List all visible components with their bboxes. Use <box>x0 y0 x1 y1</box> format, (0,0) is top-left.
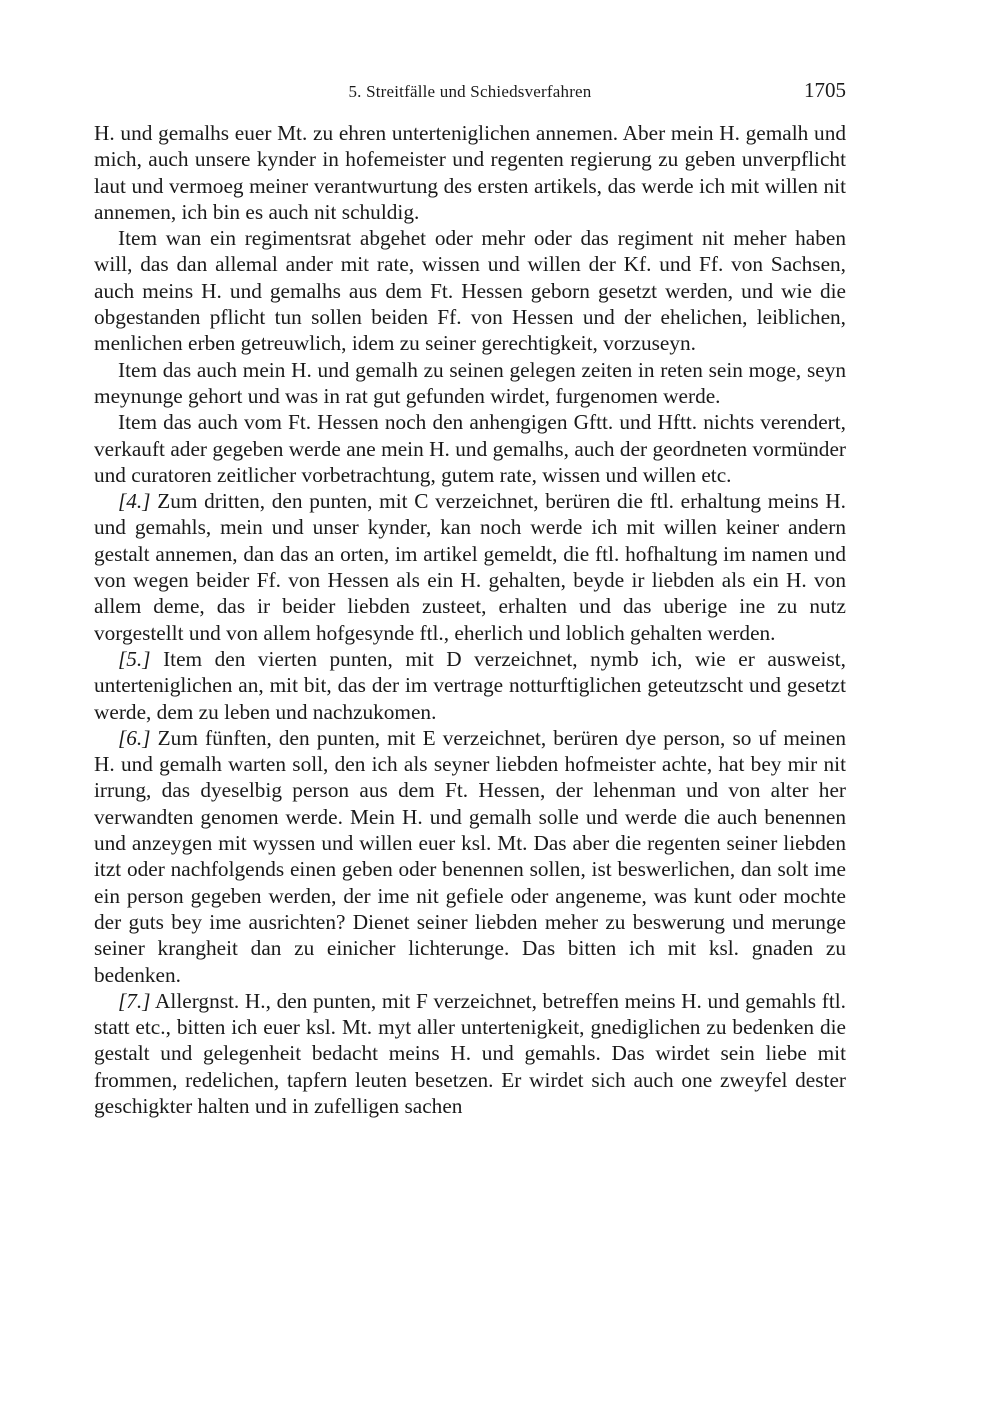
paragraph <box>94 409 846 488</box>
paragraph-text: Item das auch mein H. und gemalh zu seinen gelegen zeiten in reten sein moge, seyn meynunge gehort und was in rat gut gefunden wirdet, furgenomen werde. <box>94 357 846 408</box>
paragraph-text: Item wan ein regimentsrat abgehet oder mehr oder das regiment nit meher haben will, das dan allemal ander mit rate, wissen und willen der Kf. und Ff. von Sachsen, auch meins H. und gemalhs aus dem Ft. Hessen geborn gesetzt werden, und wie die obgestanden pflicht tun sollen beiden Ff. von Hessen und der ehelichen, leiblichen, menlichen erben getreuwlich, idem zu seiner gerechtigkeit, vorzuseyn. <box>94 226 846 356</box>
paragraph-text: H. und gemalhs euer Mt. zu ehren unterteniglichen annemen. Aber mein H. gemalh und mich, auch unsere kynder in hofemeister und regenten regierung zu geben unverpflicht laut und vermoeg meiner verantwurtung des ersten artikels, das werde ich mit willen nit annemen, ich bin es auch nit schuldig. <box>94 121 846 224</box>
paragraph <box>94 646 846 725</box>
section-title: 5. Streitfälle und Schiedsverfahren <box>348 82 592 101</box>
paragraph <box>94 988 846 1119</box>
running-head <box>94 78 846 106</box>
body-text <box>94 120 846 1119</box>
paragraph <box>94 488 846 646</box>
paragraph <box>94 725 846 988</box>
paragraph-text: Item das auch vom Ft. Hessen noch den anhengigen Gftt. und Hftt. nichts verendert, verkauft ader gegeben werde ane mein H. und gemalhs, auch der geordneten vormünder und curatoren zeitlicher vorbetrachtung, gutem rate, wissen und willen etc. <box>94 410 846 487</box>
paragraph-text: Zum fünften, den punten, mit E verzeichnet, berüren dye person, so uf meinen H. und gemalh warten soll, den ich als seyner liebden hofmeister achte, hat bey mir nit irrung, das dyeselbig person aus dem Ft. Hessen, der lehenman und von alter her verwandten genomen werde. Mein H. und gemalh solle und werde die auch benennen und anzeygen mit wyssen und willen euer ksl. Mt. Das aber die regenten seiner liebden itzt oder nachfolgends einen geben oder benennen sollen, ist beswerlichen, dan solt ime ein person gegeben werden, der ime nit gefiele oder angeneme, was kunt oder mochte der guts bey ime ausrichten? Dienet seiner liebden meher zu beswerung und merunge seiner krangheit dan zu einicher lichterunge. Das bitten ich mit ksl. gnaden zu bedenken. <box>94 725 847 987</box>
page-number: 1705 <box>804 78 846 102</box>
paragraph-text: Allergnst. H., den punten, mit F verzeichnet, betreffen meins H. und gemahls ftl. statt etc., bitten ich euer ksl. Mt. myt aller untertenigkeit, gnediglichen zu bedenken die gestalt und gelegenheit bedacht meins H. und gemahls. Das wirdet sein liebe mit frommen, redelichen, tapfern leuten besetzen. Er wirdet sich auch one zweyfel dester geschigkter halten und in zufelligen sachen <box>94 988 846 1118</box>
paragraph <box>94 357 846 410</box>
paragraph <box>94 225 846 356</box>
paragraph-number-marker: [5.] <box>118 646 151 671</box>
paragraph-text: Item den vierten punten, mit D verzeichnet, nymb ich, wie er ausweist, unterteniglichen an, mit bit, das der im vertrage notturftiglichen geteutzscht und gesetzt werde, dem zu leben und nachzukomen. <box>94 646 846 724</box>
paragraph-number-marker: [7.] <box>118 988 151 1013</box>
paragraph-number-marker: [6.] <box>118 725 151 750</box>
paragraph-text: Zum dritten, den punten, mit C verzeichnet, berüren die ftl. erhaltung meins H. und gemahls, mein und unser kynder, kan noch werde ich mit willen keiner andern gestalt annemen, dan das an orten, im artikel gemeldt, die ftl. hofhaltung im namen und von wegen beider Ff. von Hessen als ein H. gehalten, beyde ir liebden als ein H. von allem deme, das ir beider liebden zusteet, erhalten und das uberige ine zu nutz vorgestellt und von allem hofgesynde ftl., eherlich und loblich gehalten werden. <box>94 489 846 645</box>
paragraph <box>94 120 846 225</box>
paragraph-number-marker: [4.] <box>118 489 151 514</box>
